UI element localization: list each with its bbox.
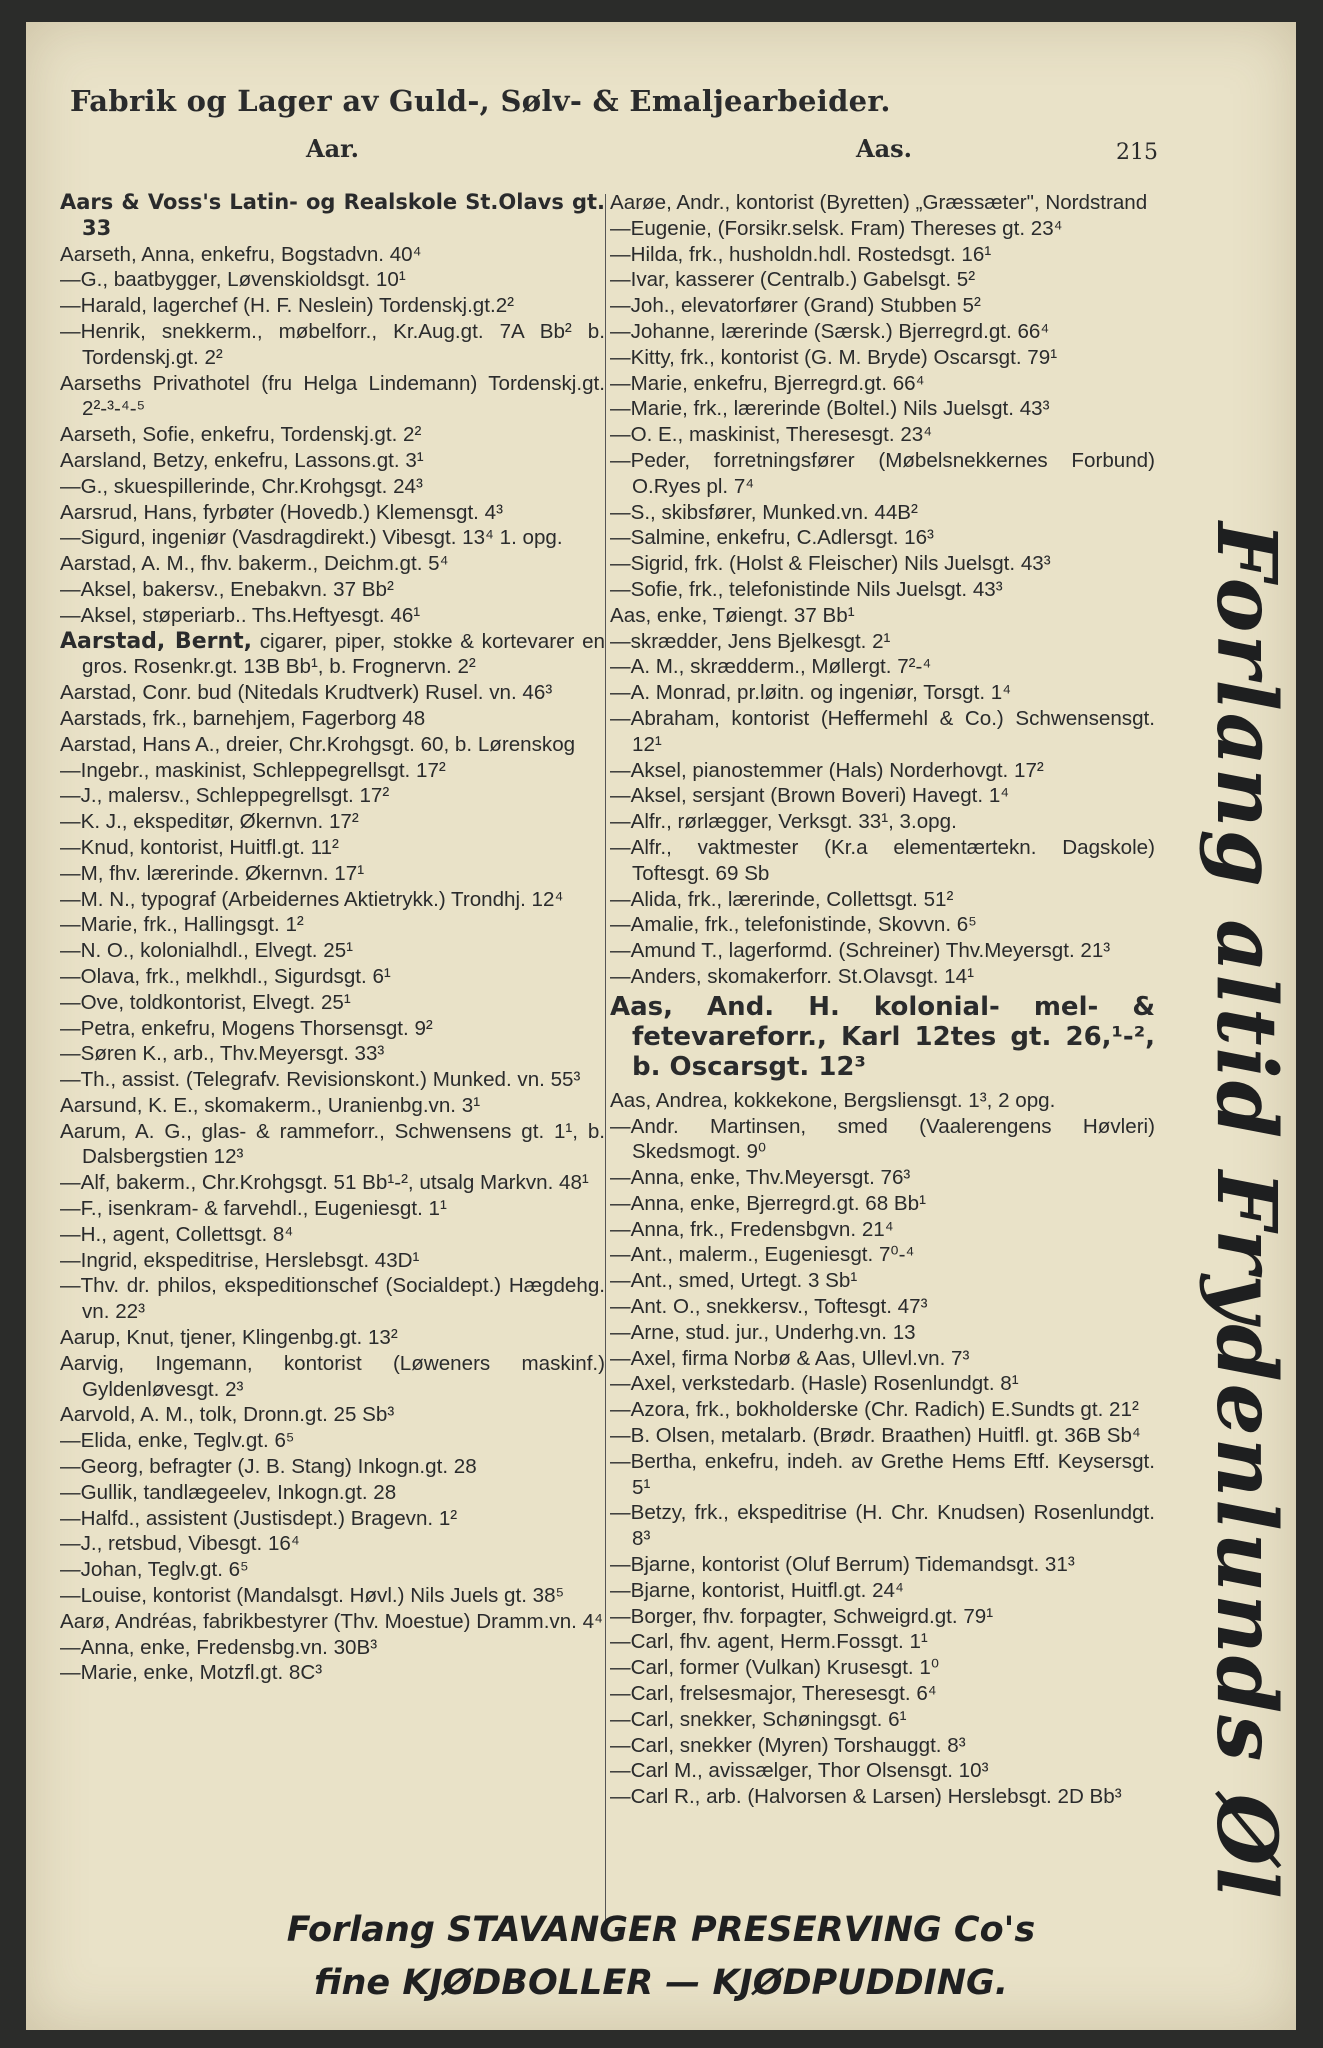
directory-entry: —Marie, frk., lærerinde (Boltel.) Nils Juelsgt. 43³	[610, 397, 1050, 421]
right-column	[610, 190, 1155, 1810]
directory-entry: —Amalie, frk., telefonistinde, Skovvn. 6⁵	[610, 913, 977, 937]
directory-entry: —Bertha, enkefru, indeh. av Grethe Hems Eftf. Keysersgt. 5¹	[610, 1449, 1155, 1499]
directory-entry: Aarum, A. G., glas- & rammeforr., Schwensens gt. 1¹, b. Dalsbergstien 12³	[60, 1119, 605, 1169]
directory-entry: —Marie, enkefru, Bjerregrd.gt. 66⁴	[610, 371, 925, 395]
directory-entry: —Sigrid, frk. (Holst & Fleischer) Nils Juelsgt. 43³	[610, 552, 1051, 576]
directory-entry: —Petra, enkefru, Mogens Thorsensgt. 9²	[60, 1016, 433, 1040]
directory-entry: —Betzy, frk., ekspeditrise (H. Chr. Knudsen) Rosenlundgt. 8³	[610, 1501, 1155, 1551]
directory-entry: —Bjarne, kontorist (Oluf Berrum) Tidemandsgt. 31³	[610, 1553, 1075, 1577]
directory-entry: —Andr. Martinsen, smed (Vaalerengens Høvleri) Skedsmogt. 9⁰	[610, 1114, 1155, 1164]
footer-ad-line-2: fine KJØDBOLLER — KJØDPUDDING.	[313, 1963, 1009, 2003]
directory-entry: —Abraham, kontorist (Heffermehl & Co.) Schwensensgt. 12¹	[610, 706, 1155, 756]
directory-entry: Aarstad, Bernt, cigarer, piper, stokke & kortevarer en gros. Rosenkr.gt. 13B Bb¹, b. Frognervn. 2²	[60, 628, 605, 679]
directory-entry: —Alfr., vaktmester (Kr.a elementærtekn. Dagskole) Toftesgt. 69 Sb	[610, 835, 1155, 885]
directory-entry: —K. J., ekspeditør, Økernvn. 17²	[60, 810, 359, 834]
directory-entry: —Olava, frk., melkhdl., Sigurdsgt. 6¹	[60, 964, 391, 988]
directory-entry: Aarøe, Andr., kontorist (Byretten) „Græssæter", Nordstrand	[610, 191, 1148, 214]
directory-entry: —Marie, enke, Motzfl.gt. 8C³	[60, 1661, 323, 1685]
directory-entry: Aarup, Knut, tjener, Klingenbg.gt. 13²	[60, 1326, 398, 1350]
directory-entry: —Peder, forretningsfører (Møbelsnekkernes Forbund) O.Ryes pl. 7⁴	[610, 448, 1155, 498]
directory-entry: —Carl M., avissælger, Thor Olsensgt. 10³	[610, 1759, 989, 1783]
directory-entry: —J., retsbud, Vibesgt. 16⁴	[60, 1532, 300, 1556]
directory-entry: Aarstad, Hans A., dreier, Chr.Krohgsgt. 60, b. Lørenskog	[60, 732, 576, 756]
directory-page	[26, 22, 1296, 2030]
directory-entry: —Knud, kontorist, Huitfl.gt. 11²	[60, 835, 339, 859]
directory-entry: —Hilda, frk., husholdn.hdl. Rostedsgt. 16¹	[610, 242, 992, 266]
directory-entry: Aarseth, Sofie, enkefru, Tordenskj.gt. 2²	[60, 423, 422, 447]
side-ad-text: Forlang altid Frydenlunds Øl	[1198, 522, 1294, 1901]
directory-entry: —Carl, snekker (Myren) Torshauggt. 8³	[610, 1733, 966, 1757]
column-divider	[605, 194, 606, 1934]
directory-entry: Aarvig, Ingemann, kontorist (Løweners maskinf.) Gyldenløvesgt. 2³	[60, 1351, 605, 1401]
directory-entry: —N. O., kolonialhdl., Elvegt. 25¹	[60, 939, 354, 963]
directory-entry: —Salmine, enkefru, C.Adlersgt. 16³	[610, 526, 934, 550]
running-head: Fabrik og Lager av Guld-, Sølv- & Emaljearbeider.	[70, 84, 891, 118]
directory-entry: —Johanne, lærerinde (Særsk.) Bjerregrd.gt. 66⁴	[610, 319, 1050, 343]
directory-entry: Aarvold, A. M., tolk, Dronn.gt. 25 Sb³	[60, 1403, 395, 1427]
directory-entry: —Th., assist. (Telegrafv. Revisionskont.) Munked. vn. 55³	[60, 1068, 581, 1092]
directory-entry: —O. E., maskinist, Theresesgt. 23⁴	[610, 423, 933, 447]
directory-entry: Aars & Voss's Latin- og Realskole St.Olavs gt. 33	[60, 190, 605, 240]
directory-entry: —H., agent, Collettsgt. 8⁴	[60, 1222, 294, 1246]
directory-entry: —Alfr., rørlægger, Verksgt. 33¹, 3.opg.	[610, 810, 957, 834]
directory-entry: —Joh., elevatorfører (Grand) Stubben 5²	[610, 294, 981, 318]
directory-entry: —Carl, fhv. agent, Herm.Fossgt. 1¹	[610, 1630, 928, 1654]
directory-entry: —Elida, enke, Teglv.gt. 6⁵	[60, 1429, 295, 1453]
directory-entry: —Axel, firma Norbø & Aas, Ullevl.vn. 7³	[610, 1346, 970, 1370]
footer-ad-line-1: Forlang STAVANGER PRESERVING Co's	[286, 1910, 1036, 1950]
directory-entry: —Anna, enke, Thv.Meyersgt. 76³	[610, 1166, 911, 1190]
directory-entry: —Arne, stud. jur., Underhg.vn. 13	[610, 1320, 916, 1344]
directory-entry: —J., malersv., Schleppegrellsgt. 17²	[60, 784, 390, 808]
directory-entry: —A. Monrad, pr.løitn. og ingeniør, Torsgt. 1⁴	[610, 681, 1012, 705]
directory-entry: Aas, Andrea, kokkekone, Bergsliensgt. 1³, 2 opg.	[610, 1088, 1056, 1112]
directory-entry: —Halfd., assistent (Justisdept.) Bragevn. 1²	[60, 1506, 458, 1530]
directory-entry: —Carl R., arb. (Halvorsen & Larsen) Herslebsgt. 2D Bb³	[610, 1785, 1122, 1809]
directory-entry: —Gullik, tandlægeelev, Inkogn.gt. 28	[60, 1480, 397, 1504]
directory-entry: —Georg, befragter (J. B. Stang) Inkogn.gt. 28	[60, 1455, 477, 1479]
directory-entry: —Borger, fhv. forpagter, Schweigrd.gt. 79¹	[610, 1604, 994, 1628]
directory-entry: —F., isenkram- & farvehdl., Eugeniesgt. 1¹	[60, 1197, 447, 1221]
right-column-heading: Aas.	[856, 134, 913, 163]
directory-entry: —M. N., typograf (Arbeidernes Aktietrykk.) Trondhj. 12⁴	[60, 887, 564, 911]
directory-entry: —Thv. dr. philos, ekspeditionschef (Socialdept.) Hægdehg. vn. 22³	[60, 1274, 605, 1324]
directory-entry: —Aksel, støperiarb.. Ths.Heftyesgt. 46¹	[60, 603, 421, 627]
directory-entry: —Louise, kontorist (Mandalsgt. Høvl.) Nils Juels gt. 38⁵	[60, 1584, 565, 1608]
directory-entry: —Alf, bakerm., Chr.Krohgsgt. 51 Bb¹-², utsalg Markvn. 48¹	[60, 1171, 589, 1195]
left-column-heading: Aar.	[306, 134, 359, 163]
directory-entry: —Ant., malerm., Eugeniesgt. 7⁰-⁴	[610, 1243, 915, 1267]
directory-entry: —Bjarne, kontorist, Huitfl.gt. 24⁴	[610, 1578, 904, 1602]
left-column	[60, 190, 605, 1686]
directory-entry: —Aksel, sersjant (Brown Boveri) Havegt. 1⁴	[610, 784, 1010, 808]
directory-entry: —Sigurd, ingeniør (Vasdragdirekt.) Vibesgt. 13⁴ 1. opg.	[60, 526, 563, 550]
directory-entry: —Marie, frk., Hallingsgt. 1²	[60, 913, 304, 937]
directory-entry: —Axel, verkstedarb. (Hasle) Rosenlundgt. 8¹	[610, 1372, 1019, 1396]
page-number: 215	[1116, 140, 1158, 165]
directory-entry: Aarsund, K. E., skomakerm., Uranienbg.vn. 3¹	[60, 1093, 481, 1117]
directory-entry: —Carl, snekker, Schøningsgt. 6¹	[610, 1707, 907, 1731]
directory-entry: —Sofie, frk., telefonistinde Nils Juelsgt. 43³	[610, 577, 1003, 601]
directory-entry: —Aksel, bakersv., Enebakvn. 37 Bb²	[60, 577, 394, 601]
directory-entry: Aarseth, Anna, enkefru, Bogstadvn. 40⁴	[60, 242, 422, 266]
directory-entry: —Aksel, pianostemmer (Hals) Norderhovgt. 17²	[610, 758, 1044, 782]
directory-entry: —Amund T., lagerformd. (Schreiner) Thv.Meyersgt. 21³	[610, 939, 1111, 963]
directory-entry: —Anna, enke, Fredensbg.vn. 30B³	[60, 1635, 378, 1659]
directory-entry: Aarstad, Conr. bud (Nitedals Krudtverk) Rusel. vn. 46³	[60, 681, 553, 705]
directory-entry: Aarø, Andréas, fabrikbestyrer (Thv. Moestue) Dramm.vn. 4⁴	[60, 1609, 603, 1633]
directory-entry: —Alida, frk., lærerinde, Collettsgt. 51²	[610, 887, 954, 911]
directory-entry: —Harald, lagerchef (H. F. Neslein) Tordenskj.gt.2²	[60, 294, 515, 318]
directory-entry: —Henrik, snekkerm., møbelforr., Kr.Aug.gt. 7A Bb² b. Tordenskj.gt. 2²	[60, 319, 605, 369]
directory-entry: Aarsrud, Hans, fyrbøter (Hovedb.) Klemensgt. 4³	[60, 500, 503, 524]
directory-entry: —Anna, frk., Fredensbgvn. 21⁴	[610, 1217, 894, 1241]
directory-entry: —Johan, Teglv.gt. 6⁵	[60, 1558, 249, 1582]
directory-entry: —Ant. O., snekkersv., Toftesgt. 47³	[610, 1295, 928, 1319]
directory-entry: Aas, And. H. kolonial- mel- & fetevareforr., Karl 12tes gt. 26,¹-², b. Oscarsgt. 12³	[610, 991, 1155, 1082]
directory-entry: —Azora, frk., bokholderske (Chr. Radich) E.Sundts gt. 21²	[610, 1398, 1139, 1422]
directory-entry: Aas, enke, Tøiengt. 37 Bb¹	[610, 603, 855, 627]
directory-entry: —Ivar, kasserer (Centralb.) Gabelsgt. 5²	[610, 268, 976, 292]
directory-entry: —Ant., smed, Urtegt. 3 Sb¹	[610, 1269, 858, 1293]
directory-entry: —skrædder, Jens Bjelkesgt. 2¹	[610, 629, 891, 653]
directory-entry: Aarstads, frk., barnehjem, Fagerborg 48	[60, 706, 426, 730]
directory-entry: —Ingebr., maskinist, Schleppegrellsgt. 17²	[60, 758, 446, 782]
directory-entry: —Carl, frelsesmajor, Theresesgt. 6⁴	[610, 1682, 937, 1706]
directory-entry: —Ingrid, ekspeditrise, Herslebsgt. 43D¹	[60, 1248, 420, 1272]
directory-entry: Aarseths Privathotel (fru Helga Lindemann) Tordenskj.gt. 2²-³-⁴-⁵	[60, 371, 605, 421]
directory-entry: —Søren K., arb., Thv.Meyersgt. 33³	[60, 1042, 385, 1066]
side-advertisement	[1198, 522, 1294, 2022]
directory-entry: —M, fhv. lærerinde. Økernvn. 17¹	[60, 861, 365, 885]
directory-entry: —Anna, enke, Bjerregrd.gt. 68 Bb¹	[610, 1191, 926, 1215]
directory-entry: —Kitty, frk., kontorist (G. M. Bryde) Oscarsgt. 79¹	[610, 345, 1058, 369]
directory-entry: —B. Olsen, metalarb. (Brødr. Braathen) Huitfl. gt. 36B Sb⁴	[610, 1424, 1141, 1448]
directory-entry: —G., baatbygger, Løvenskioldsgt. 10¹	[60, 268, 406, 292]
directory-entry: —G., skuespillerinde, Chr.Krohgsgt. 24³	[60, 474, 423, 498]
directory-entry: Aarstad, A. M., fhv. bakerm., Deichm.gt. 5⁴	[60, 552, 449, 576]
directory-entry: —Ove, toldkontorist, Elvegt. 25¹	[60, 990, 351, 1014]
directory-entry: —Carl, former (Vulkan) Krusesgt. 1⁰	[610, 1656, 940, 1680]
directory-entry: —A. M., skrædderm., Møllergt. 7²-⁴	[610, 655, 932, 679]
directory-entry: —Anders, skomakerforr. St.Olavsgt. 14¹	[610, 964, 974, 988]
directory-entry: Aarsland, Betzy, enkefru, Lassons.gt. 3¹	[60, 448, 424, 472]
directory-entry: —S., skibsfører, Munked.vn. 44B²	[610, 500, 918, 524]
directory-entry: —Eugenie, (Forsikr.selsk. Fram) Thereses gt. 23⁴	[610, 216, 1063, 240]
